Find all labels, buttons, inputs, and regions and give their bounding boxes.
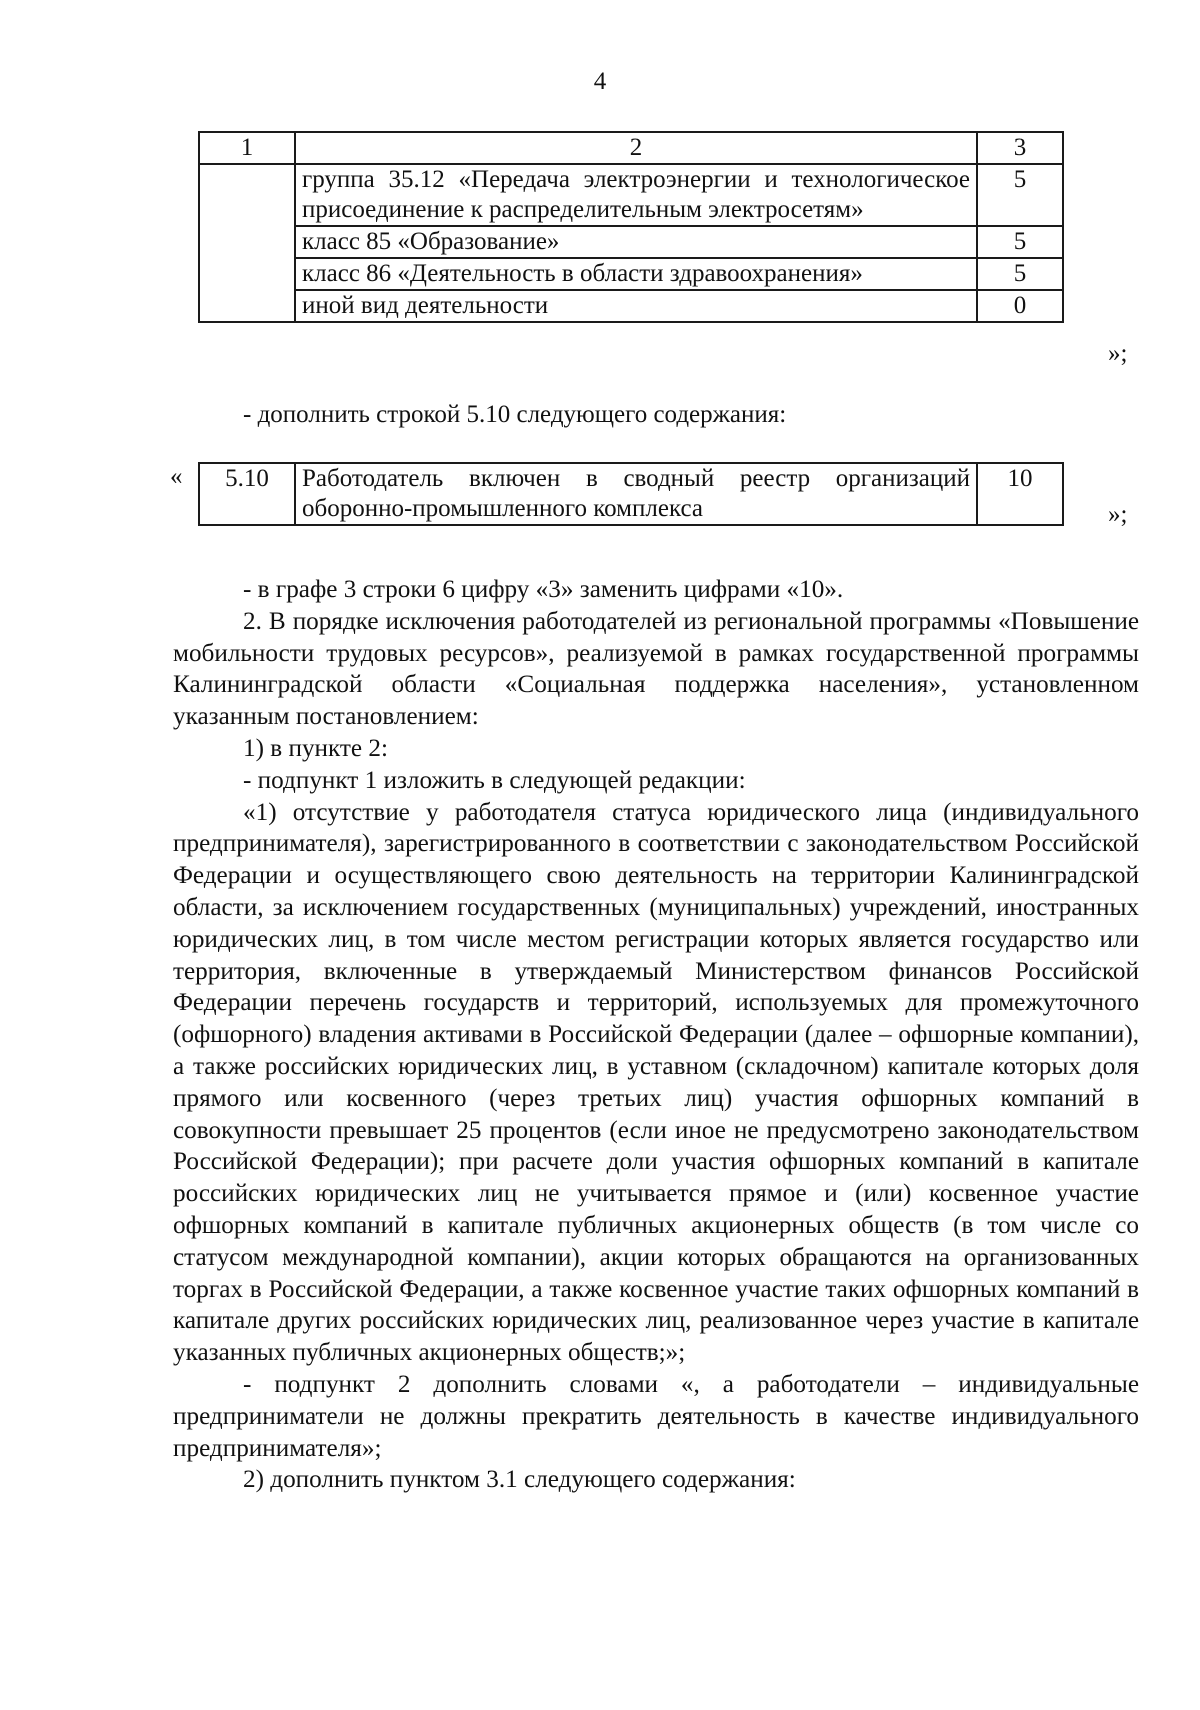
page-number: 4 bbox=[593, 68, 607, 95]
table-row bbox=[199, 290, 1063, 322]
table-row bbox=[199, 164, 1063, 226]
table-cell-value: 5 bbox=[977, 258, 1063, 290]
new-row-table bbox=[198, 462, 1064, 526]
paragraph: - подпункт 2 дополнить словами «, а работодатели – индивидуальные предприниматели не должны прекратить деятельность в качестве индивидуального предпринимателя»; bbox=[173, 1370, 1139, 1462]
body-text bbox=[173, 574, 1139, 1496]
criteria-table-continuation bbox=[198, 131, 1064, 323]
new-row-opening-quote: « bbox=[170, 463, 183, 490]
paragraph: 2) дополнить пунктом 3.1 следующего содержания: bbox=[243, 1466, 796, 1494]
table-cell-text: группа 35.12 «Передача электроэнергии и технологическое присоединение к распределительным электросетям» bbox=[295, 164, 977, 226]
table-header-col1: 1 bbox=[199, 132, 295, 164]
row-text-cell: Работодатель включен в сводный реестр организаций оборонно-промышленного комплекса bbox=[295, 463, 977, 525]
row-number-cell: 5.10 bbox=[199, 463, 295, 525]
table-cell-text: класс 85 «Образование» bbox=[295, 226, 977, 258]
table-cell-text: класс 86 «Деятельность в области здравоохранения» bbox=[295, 258, 977, 290]
paragraph: «1) отсутствие у работодателя статуса юридического лица (индивидуального предпринимателя), зарегистрированного в соответствии с законодательством Российской Федерации и осуществляющего свою деятельность на территории Калининградской области, за исключением государственных (муниципальных) учреждений, иностранных юридических лиц, в том числе местом регистрации которых является государство или территория, включенные в утверждаемый Министерством финансов Российской Федерации перечень государств и территорий, используемых для промежуточного (офшорного) владения активами в Российской Федерации (далее – офшорные компании), а также российских юридических лиц, в уставном (складочном) капитале которых доля прямого или косвенного (через третьих лиц) участия офшорных компаний в совокупности превышает 25 процентов (если иное не предусмотрено законодательством Российской Федерации); при расчете доли участия офшорных компаний в капитале российских юридических лиц не учитывается прямое и (или) косвенное участие офшорных компаний в капитале публичных акционерных обществ (в том числе со статусом международной компании), акции которых обращаются на организованных торгах в Российской Федерации, а также косвенное участие таких офшорных компаний в капитале других российских юридических лиц, реализованное через участие в капитале указанных публичных акционерных обществ;»; bbox=[173, 798, 1139, 1367]
table-row bbox=[199, 258, 1063, 290]
table-cell-value: 5 bbox=[977, 164, 1063, 226]
table-header-row bbox=[199, 132, 1063, 164]
new-row-closing-quote: »; bbox=[1108, 501, 1128, 528]
table-header-col3: 3 bbox=[977, 132, 1063, 164]
paragraph: - подпункт 1 изложить в следующей редакции: bbox=[243, 766, 746, 794]
table-cell-value: 0 bbox=[977, 290, 1063, 322]
paragraph: 1) в пункте 2: bbox=[243, 734, 389, 762]
table-row bbox=[199, 226, 1063, 258]
table-row bbox=[199, 463, 1063, 525]
table-header-col2: 2 bbox=[295, 132, 977, 164]
table-cell-text: иной вид деятельности bbox=[295, 290, 977, 322]
row-value-cell: 10 bbox=[977, 463, 1063, 525]
table-cell-value: 5 bbox=[977, 226, 1063, 258]
table-blank-cell bbox=[199, 164, 295, 322]
table-closing-quote: »; bbox=[1108, 340, 1128, 367]
add-row-instruction: - дополнить строкой 5.10 следующего содержания: bbox=[243, 401, 787, 428]
paragraph: - в графе 3 строки 6 цифру «3» заменить цифрами «10». bbox=[243, 576, 844, 603]
paragraph: 2. В порядке исключения работодателей из региональной программы «Повышение мобильности трудовых ресурсов», реализуемой в рамках государственной программы Калининградской области «Социальная поддержка населения», установленном указанным постановлением: bbox=[173, 607, 1139, 731]
